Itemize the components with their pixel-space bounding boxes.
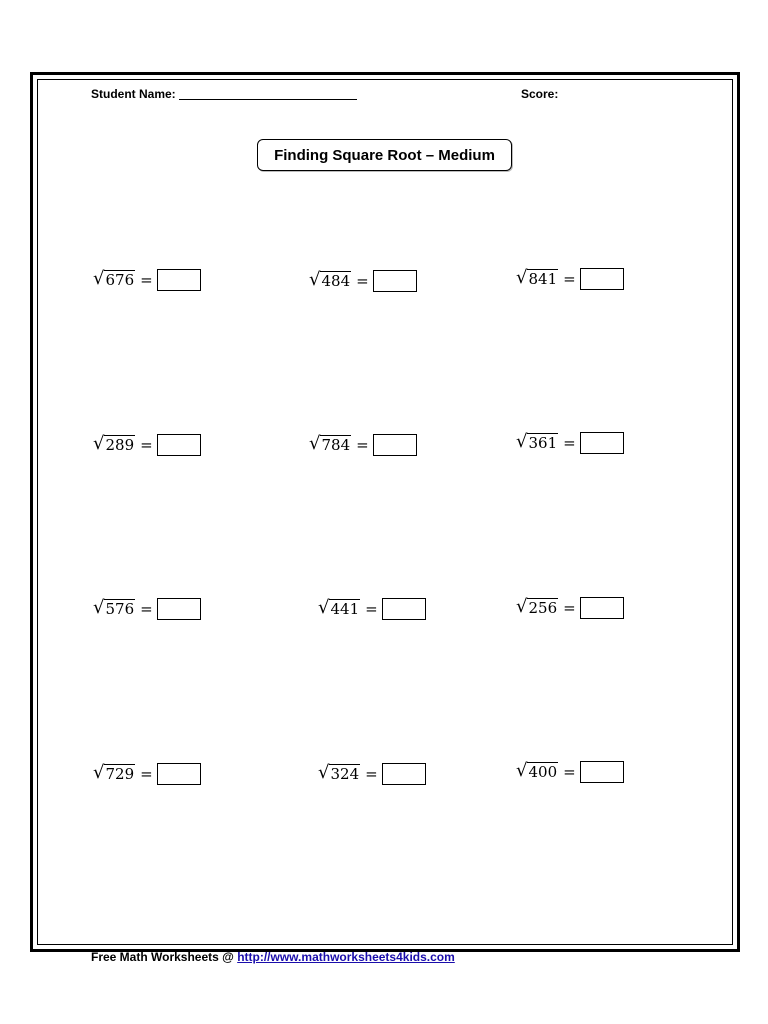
problem-9 bbox=[516, 595, 624, 621]
problem-6 bbox=[516, 430, 624, 456]
answer-box[interactable] bbox=[157, 763, 201, 785]
equals-sign: = bbox=[140, 436, 153, 454]
radical-sign: √ bbox=[309, 269, 321, 290]
radicand: 841 bbox=[528, 269, 558, 288]
radicand: 441 bbox=[330, 599, 360, 618]
problem-11 bbox=[318, 761, 426, 787]
problem-10 bbox=[93, 761, 201, 787]
answer-box[interactable] bbox=[157, 269, 201, 291]
equals-sign: = bbox=[563, 270, 576, 288]
radical-sign: √ bbox=[318, 597, 330, 618]
answer-box[interactable] bbox=[580, 761, 624, 783]
answer-box[interactable] bbox=[382, 598, 426, 620]
problem-5 bbox=[309, 432, 417, 458]
radicand: 484 bbox=[321, 271, 351, 290]
radicand: 676 bbox=[105, 270, 135, 289]
answer-box[interactable] bbox=[382, 763, 426, 785]
answer-box[interactable] bbox=[157, 434, 201, 456]
radicand: 729 bbox=[105, 764, 135, 783]
footer bbox=[91, 950, 455, 964]
problem-2 bbox=[309, 268, 417, 294]
radical-sign: √ bbox=[93, 433, 105, 454]
radical-sign: √ bbox=[93, 268, 105, 289]
radical-sign: √ bbox=[516, 431, 528, 452]
problem-7 bbox=[93, 596, 201, 622]
equals-sign: = bbox=[140, 271, 153, 289]
equals-sign: = bbox=[140, 600, 153, 618]
problem-3 bbox=[516, 266, 624, 292]
footer-text: Free Math Worksheets @ bbox=[91, 950, 238, 964]
radicand: 256 bbox=[528, 598, 558, 617]
problem-4 bbox=[93, 432, 201, 458]
footer-link[interactable]: http://www.mathworksheets4kids.com bbox=[237, 950, 455, 964]
radical-sign: √ bbox=[318, 762, 330, 783]
equals-sign: = bbox=[365, 600, 378, 618]
answer-box[interactable] bbox=[580, 432, 624, 454]
radical-sign: √ bbox=[516, 596, 528, 617]
radicand: 576 bbox=[105, 599, 135, 618]
worksheet-title: Finding Square Root – Medium bbox=[257, 139, 512, 171]
page-border bbox=[30, 72, 740, 952]
answer-box[interactable] bbox=[157, 598, 201, 620]
equals-sign: = bbox=[140, 765, 153, 783]
radical-sign: √ bbox=[516, 267, 528, 288]
radical-sign: √ bbox=[516, 760, 528, 781]
radical-sign: √ bbox=[309, 433, 321, 454]
student-name-label: Student Name: bbox=[91, 87, 176, 101]
student-name-field bbox=[91, 87, 357, 101]
page-border-inner bbox=[37, 79, 733, 945]
radical-sign: √ bbox=[93, 762, 105, 783]
equals-sign: = bbox=[563, 434, 576, 452]
equals-sign: = bbox=[365, 765, 378, 783]
score-label: Score: bbox=[521, 87, 559, 101]
problem-8 bbox=[318, 596, 426, 622]
answer-box[interactable] bbox=[373, 270, 417, 292]
answer-box[interactable] bbox=[580, 597, 624, 619]
equals-sign: = bbox=[563, 763, 576, 781]
equals-sign: = bbox=[563, 599, 576, 617]
answer-box[interactable] bbox=[580, 268, 624, 290]
equals-sign: = bbox=[356, 436, 369, 454]
equals-sign: = bbox=[356, 272, 369, 290]
radical-sign: √ bbox=[93, 597, 105, 618]
radicand: 289 bbox=[105, 435, 135, 454]
radicand: 361 bbox=[528, 433, 558, 452]
student-name-line[interactable] bbox=[179, 87, 357, 100]
problem-1 bbox=[93, 267, 201, 293]
radicand: 400 bbox=[528, 762, 558, 781]
radicand: 784 bbox=[321, 435, 351, 454]
radicand: 324 bbox=[330, 764, 360, 783]
answer-box[interactable] bbox=[373, 434, 417, 456]
problem-12 bbox=[516, 759, 624, 785]
